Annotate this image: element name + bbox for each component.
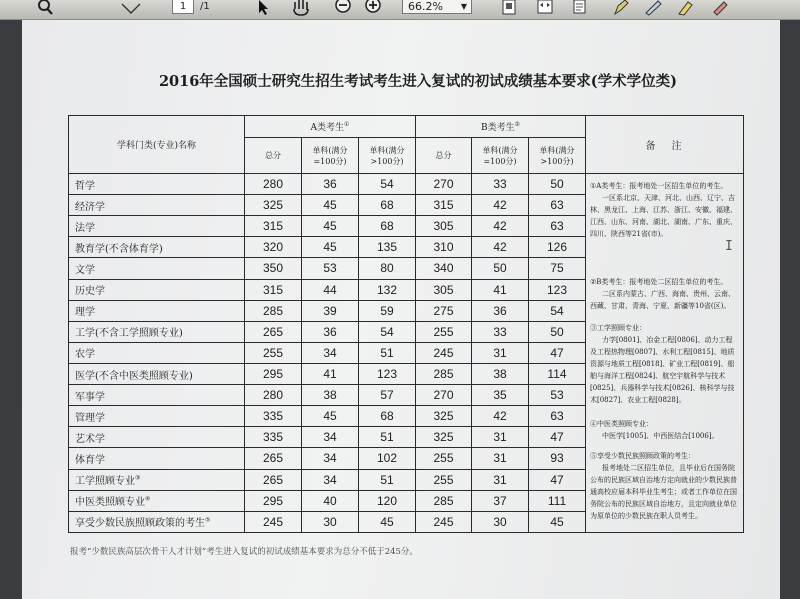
subject-name: 中医类照顾专业④	[69, 490, 245, 511]
b-single-100-score: 31	[472, 427, 529, 448]
b-single-gt100-score: 63	[529, 216, 586, 237]
col-header-a-single-100: 单科(满分=100分)	[302, 138, 359, 174]
a-single-gt100-score: 59	[359, 300, 416, 321]
a-total-score: 335	[245, 427, 302, 448]
b-total-score: 255	[416, 469, 472, 490]
b-total-score: 325	[416, 427, 472, 448]
b-single-100-score: 41	[472, 279, 529, 300]
a-total-score: 320	[245, 237, 302, 258]
b-single-gt100-score: 63	[529, 195, 586, 216]
stamp-icon[interactable]	[644, 0, 662, 16]
text-cursor-icon: I	[725, 239, 733, 254]
b-single-gt100-score: 114	[529, 363, 586, 384]
zoom-value: 66.2%	[408, 0, 443, 13]
subject-name: 理学	[69, 300, 245, 321]
note-engineering-body: 力学[0801]、冶金工程[0806]、动力工程及工程热物理[0807]、水利工程[0815]、地质资源与地质工程[0818]、矿业工程[0819]、船舶与海洋工程[0824]、航空宇航科学与技术[0825]、兵器科学与技术[0826]、核科学与技术[0827]、农业工程[0828]。	[590, 336, 735, 404]
subject-name: 教育学(不含体育学)	[69, 237, 245, 258]
a-total-score: 265	[245, 469, 302, 490]
page-number-input[interactable]: 1	[172, 0, 194, 14]
note-engineering-head: ③工学照顾专业：	[590, 324, 646, 332]
zoom-in-icon[interactable]	[364, 0, 382, 16]
subject-name: 军事学	[69, 385, 245, 406]
b-single-gt100-score: 47	[529, 469, 586, 490]
a-single-gt100-score: 51	[359, 427, 416, 448]
a-total-score: 280	[245, 385, 302, 406]
subject-name: 管理学	[69, 406, 245, 427]
b-single-gt100-score: 126	[529, 237, 586, 258]
a-single-100-score: 30	[302, 511, 359, 532]
b-single-100-score: 36	[472, 300, 529, 321]
a-single-100-score: 38	[302, 385, 359, 406]
search-icon[interactable]	[36, 0, 54, 16]
b-single-100-score: 42	[472, 216, 529, 237]
col-header-b-single-100: 单科(满分=100分)	[472, 138, 529, 174]
a-single-gt100-score: 68	[359, 406, 416, 427]
note-b-head: ②B类考生：报考地处二区招生单位的考生。	[590, 278, 728, 286]
note-minority-head: ⑤享受少数民族照顾政策的考生：	[590, 452, 695, 460]
a-single-gt100-score: 132	[359, 279, 416, 300]
b-single-100-score: 30	[472, 511, 529, 532]
a-single-100-score: 36	[302, 321, 359, 342]
chevron-down-icon: ▼	[460, 2, 467, 11]
note-a-head: ①A类考生：报考地处一区招生单位的考生。	[590, 182, 728, 190]
a-single-100-score: 41	[302, 363, 359, 384]
col-header-b-single-gt100: 单科(满分>100分)	[529, 138, 586, 174]
a-total-score: 265	[245, 448, 302, 469]
a-total-score: 265	[245, 321, 302, 342]
note-a-body: 一区系北京、天津、河北、山西、辽宁、吉林、黑龙江、上海、江苏、浙江、安徽、福建、江西、山东、河南、湖北、湖南、广东、重庆、四川、陕西等21省(市)。	[590, 194, 737, 238]
b-total-score: 285	[416, 490, 472, 511]
a-total-score: 285	[245, 300, 302, 321]
fit-width-icon[interactable]	[536, 0, 554, 16]
b-single-gt100-score: 50	[529, 321, 586, 342]
subject-name: 医学(不含中医类照顾专业)	[69, 363, 245, 384]
b-total-score: 310	[416, 237, 472, 258]
col-group-a	[245, 116, 416, 138]
a-total-score: 315	[245, 216, 302, 237]
b-single-100-score: 42	[472, 195, 529, 216]
subject-name: 工学(不含工学照顾专业)	[69, 321, 245, 342]
page-nav-icon[interactable]	[120, 0, 142, 16]
a-total-score: 295	[245, 363, 302, 384]
a-single-gt100-score: 54	[359, 174, 416, 195]
subject-name: 经济学	[69, 195, 245, 216]
b-single-100-score: 33	[472, 321, 529, 342]
note-minority-body: 报考地处二区招生单位，且毕业后在国务院公布的民族区域自治地方定向就业的少数民族普通高校应届本科毕业生考生；或者工作单位在国务院公布的民族区域自治地方，且定向就业单位为原单位的少数民族在职人员考生。	[590, 464, 737, 520]
a-single-100-score: 39	[302, 300, 359, 321]
a-single-100-score: 34	[302, 427, 359, 448]
b-single-gt100-score: 53	[529, 385, 586, 406]
a-single-gt100-score: 51	[359, 469, 416, 490]
notes-content	[590, 180, 739, 522]
a-single-gt100-score: 123	[359, 363, 416, 384]
subject-name: 享受少数民族照顾政策的考生⑤	[69, 511, 245, 532]
col-header-subject: 学科门类(专业)名称	[69, 116, 245, 174]
viewer-toolbar	[0, 0, 800, 20]
a-single-gt100-score: 120	[359, 490, 416, 511]
b-single-100-score: 33	[472, 174, 529, 195]
note-minority	[590, 450, 739, 522]
b-single-gt100-score: 45	[529, 511, 586, 532]
b-single-gt100-score: 50	[529, 174, 586, 195]
note-tcm-head: ④中医类照顾专业：	[590, 420, 653, 428]
b-single-100-score: 31	[472, 469, 529, 490]
a-single-100-score: 45	[302, 195, 359, 216]
b-total-score: 245	[416, 511, 472, 532]
notes-cell	[586, 174, 744, 533]
b-total-score: 315	[416, 195, 472, 216]
b-total-score: 270	[416, 174, 472, 195]
footnote: 报考“少数民族高层次骨干人才计划”考生进入复试的初试成绩基本要求为总分不低于245分。	[70, 547, 418, 557]
a-single-100-score: 34	[302, 342, 359, 363]
b-single-100-score: 37	[472, 490, 529, 511]
a-single-100-score: 53	[302, 258, 359, 279]
sign-icon[interactable]	[712, 0, 730, 16]
subject-name: 体育学	[69, 448, 245, 469]
b-single-100-score: 31	[472, 342, 529, 363]
group-b-label: B类考生	[480, 123, 515, 133]
a-single-gt100-score: 57	[359, 385, 416, 406]
page-total: /1	[200, 1, 210, 12]
note-tcm	[590, 418, 739, 442]
score-requirements-table	[68, 115, 744, 533]
rotate-icon[interactable]	[570, 0, 588, 16]
a-single-100-score: 45	[302, 216, 359, 237]
a-single-100-score: 40	[302, 490, 359, 511]
b-total-score: 255	[416, 448, 472, 469]
a-single-100-score: 45	[302, 406, 359, 427]
b-total-score: 270	[416, 385, 472, 406]
col-header-a-total: 总分	[245, 138, 302, 174]
b-single-gt100-score: 93	[529, 448, 586, 469]
group-b-mark: ②	[514, 121, 520, 128]
a-total-score: 325	[245, 195, 302, 216]
a-total-score: 295	[245, 490, 302, 511]
b-total-score: 255	[416, 321, 472, 342]
group-a-mark: ①	[344, 121, 350, 128]
group-a-label: A类考生	[310, 123, 345, 133]
a-single-gt100-score: 135	[359, 237, 416, 258]
subject-name: 农学	[69, 342, 245, 363]
b-total-score: 325	[416, 406, 472, 427]
b-total-score: 285	[416, 363, 472, 384]
a-single-gt100-score: 51	[359, 342, 416, 363]
b-total-score: 305	[416, 279, 472, 300]
col-header-notes: 备注	[586, 116, 744, 174]
b-single-gt100-score: 47	[529, 342, 586, 363]
a-single-100-score: 34	[302, 469, 359, 490]
col-header-a-single-gt100: 单科(满分>100分)	[359, 138, 416, 174]
document-title: 2016年全国硕士研究生招生考试考生进入复试的初试成绩基本要求(学术学位类)	[158, 73, 678, 90]
zoom-out-icon[interactable]	[334, 0, 352, 16]
b-single-100-score: 31	[472, 448, 529, 469]
subject-name: 文学	[69, 258, 245, 279]
a-single-100-score: 44	[302, 279, 359, 300]
b-single-100-score: 42	[472, 237, 529, 258]
note-a-category	[590, 180, 739, 240]
fit-page-icon[interactable]	[500, 0, 518, 16]
note-b-category	[590, 276, 739, 312]
a-single-gt100-score: 102	[359, 448, 416, 469]
a-single-gt100-score: 54	[359, 321, 416, 342]
subject-name: 工学照顾专业③	[69, 469, 245, 490]
a-total-score: 245	[245, 511, 302, 532]
a-single-gt100-score: 80	[359, 258, 416, 279]
col-header-b-total: 总分	[416, 138, 472, 174]
a-total-score: 255	[245, 342, 302, 363]
b-single-100-score: 42	[472, 406, 529, 427]
a-total-score: 335	[245, 406, 302, 427]
a-single-gt100-score: 68	[359, 195, 416, 216]
a-total-score: 350	[245, 258, 302, 279]
subject-name: 法学	[69, 216, 245, 237]
b-single-gt100-score: 123	[529, 279, 586, 300]
a-single-100-score: 34	[302, 448, 359, 469]
b-single-100-score: 38	[472, 363, 529, 384]
pen-icon[interactable]	[612, 0, 630, 16]
a-single-gt100-score: 45	[359, 511, 416, 532]
hand-icon[interactable]	[290, 0, 314, 16]
note-b-body: 二区系内蒙古、广西、海南、贵州、云南、西藏、甘肃、青海、宁夏、新疆等10省(区)。	[590, 290, 735, 310]
table-row	[69, 174, 744, 195]
b-total-score: 245	[416, 342, 472, 363]
b-single-gt100-score: 75	[529, 258, 586, 279]
b-single-100-score: 35	[472, 385, 529, 406]
highlight-icon[interactable]	[676, 0, 694, 16]
subject-name: 艺术学	[69, 427, 245, 448]
note-tcm-body: 中医学[1005]、中西医结合[1006]。	[602, 432, 719, 440]
b-total-score: 275	[416, 300, 472, 321]
zoom-select[interactable]	[402, 0, 472, 14]
note-engineering	[590, 322, 739, 406]
a-single-gt100-score: 68	[359, 216, 416, 237]
b-single-gt100-score: 47	[529, 427, 586, 448]
a-total-score: 280	[245, 174, 302, 195]
col-group-b	[416, 116, 586, 138]
a-single-100-score: 36	[302, 174, 359, 195]
b-single-100-score: 50	[472, 258, 529, 279]
a-total-score: 315	[245, 279, 302, 300]
b-total-score: 340	[416, 258, 472, 279]
subject-name: 历史学	[69, 279, 245, 300]
pointer-icon[interactable]	[254, 0, 272, 16]
b-total-score: 305	[416, 216, 472, 237]
b-single-gt100-score: 54	[529, 300, 586, 321]
b-single-gt100-score: 63	[529, 406, 586, 427]
b-single-gt100-score: 111	[529, 490, 586, 511]
subject-name: 哲学	[69, 174, 245, 195]
a-single-100-score: 45	[302, 237, 359, 258]
